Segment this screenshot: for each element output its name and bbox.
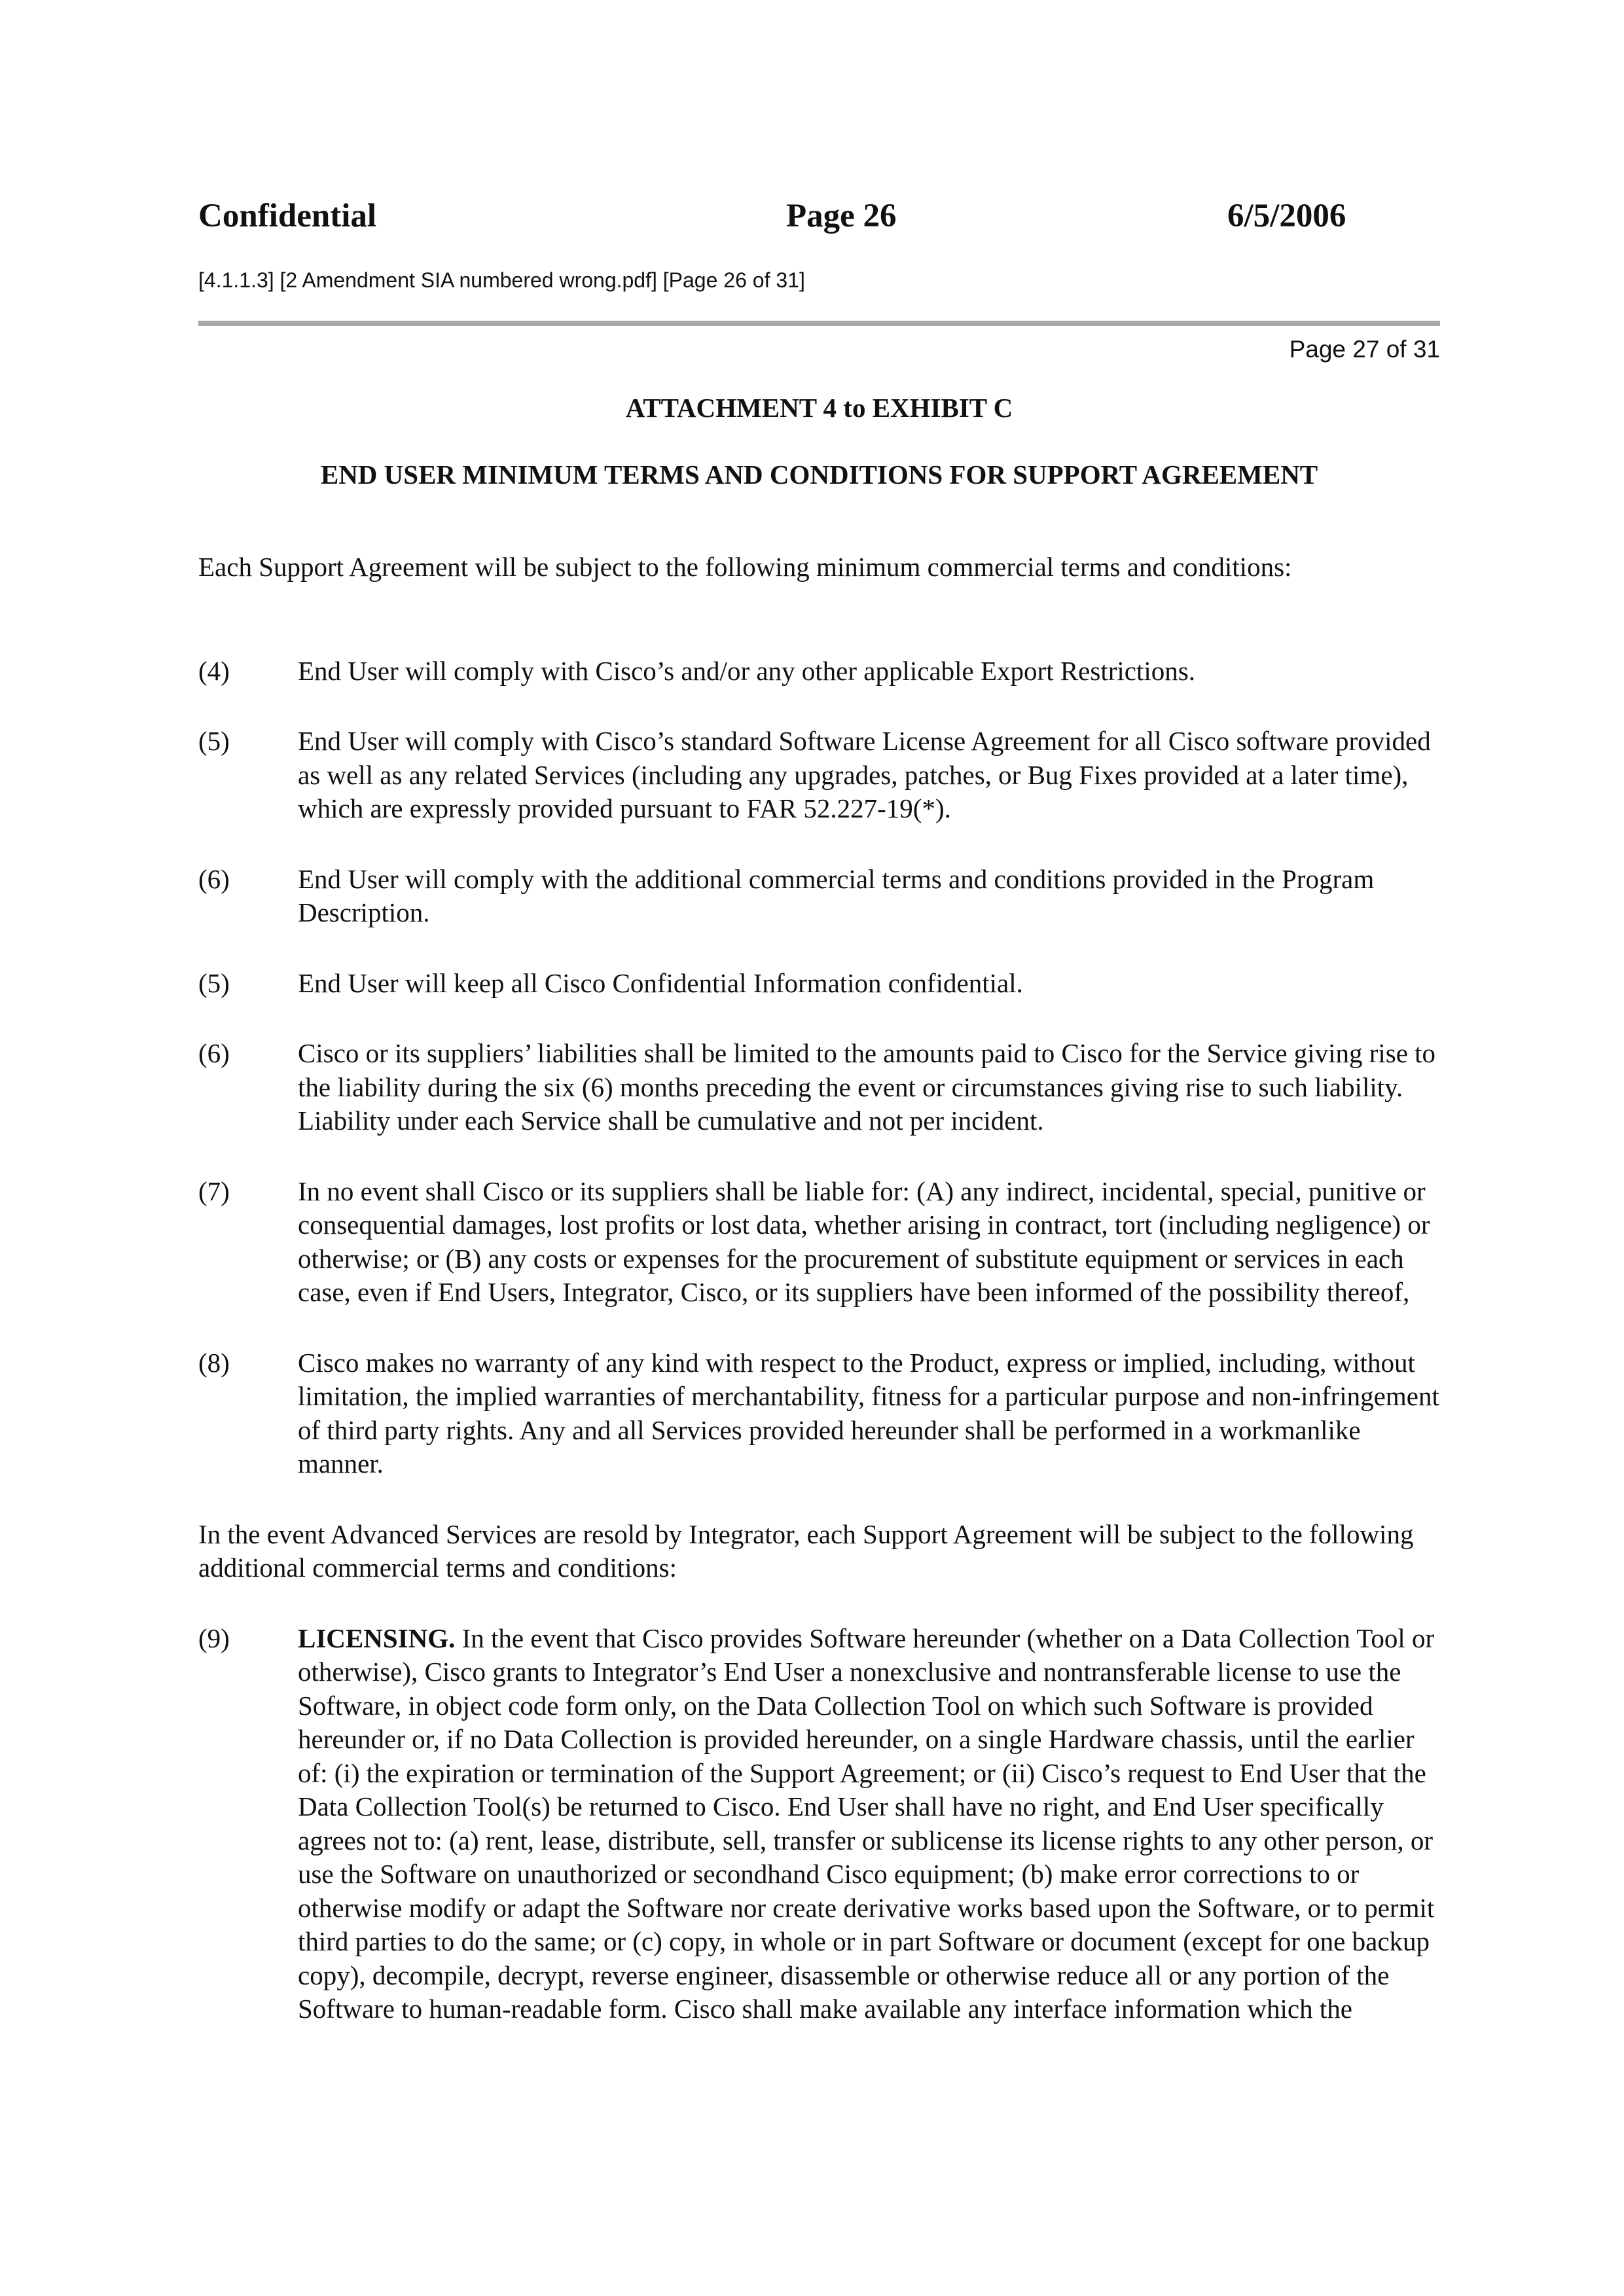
intro-paragraph: Each Support Agreement will be subject to the following minimum commercial terms and conditions: — [198, 552, 1292, 582]
list-item-number: (9) — [198, 1623, 230, 1653]
list-item-text: End User will keep all Cisco Confidential Information confidential. — [298, 967, 1023, 998]
list-item-number: (7) — [198, 1175, 230, 1206]
list-item-number: (5) — [198, 726, 230, 756]
header-date: 6/5/2006 — [1227, 198, 1346, 234]
list-item — [198, 725, 1440, 826]
list-item-number: (6) — [198, 1038, 230, 1068]
list-item-text: Cisco or its suppliers’ liabilities shall be limited to the amounts paid to Cisco for the Service giving rise to the liability during the six (6) months preceding the event or circumstances giving rise to such liability. Liability under each Service shall be cumulative and not per incident. — [298, 1038, 1436, 1136]
header-page-label: Page 26 — [786, 198, 897, 234]
list-item — [198, 1346, 1440, 1481]
list-item — [198, 655, 1440, 689]
section-title: END USER MINIMUM TERMS AND CONDITIONS FOR SUPPORT AGREEMENT — [320, 459, 1318, 490]
file-reference: [4.1.1.3] [2 Amendment SIA numbered wrong.pdf] [Page 26 of 31] — [198, 268, 805, 292]
header-confidential: Confidential — [198, 198, 377, 234]
list-item-text: Cisco makes no warranty of any kind with respect to the Product, express or implied, including, without limitation, the implied warranties of merchantability, fitness for a particular purpose and non-infringement of third party rights. Any and all Services provided hereunder shall be performed in a workmanlike manner. — [298, 1347, 1439, 1479]
list-item-text: End User will comply with Cisco’s standard Software License Agreement for all Cisco software provided as well as any related Services (including any upgrades, patches, or Bug Fixes provided at a later time), which are expressly provided pursuant to FAR 52.227-19(*). — [298, 726, 1431, 823]
list-item-number: (4) — [198, 655, 230, 686]
list-item — [198, 967, 1440, 1001]
licensing-text — [298, 1622, 1440, 2026]
header-divider — [198, 321, 1440, 326]
list-item-number: (8) — [198, 1347, 230, 1378]
list-item-text: End User will comply with Cisco’s and/or any other applicable Export Restrictions. — [298, 655, 1195, 686]
document-body — [198, 550, 1440, 2063]
page-number: Page 27 of 31 — [1289, 336, 1440, 363]
list-item-number: (6) — [198, 863, 230, 894]
list-item-number: (5) — [198, 967, 230, 998]
list-item — [198, 863, 1440, 930]
list-item — [198, 1037, 1440, 1138]
licensing-body: In the event that Cisco provides Software hereunder (whether on a Data Collection Tool or otherwise), Cisco grants to Integrator’s End User a nonexclusive and nontransferable license to use the Software, in object code form only, on the Data Collection Tool on which such Software is provided hereunder or, if no Data Collection is provided hereunder, on a single Hardware chassis, until the earlier of: (i) the expiration or termination of the Support Agreement; or (ii) Cisco’s request to End User that the Data Collection Tool(s) be returned to Cisco. End User shall have no right, and End User specifically agrees not to: (a) rent, lease, distribute, sell, transfer or sublicense its license rights to any other person, or use the Software on unauthorized or secondhand Cisco equipment; (b) make error corrections to or otherwise modify or adapt the Software nor create derivative works based upon the Software, or to permit third parties to do the same; or (c) copy, in whole or in part Software or document (except for one backup copy), decompile, decrypt, reverse engineer, disassemble or otherwise reduce all or any portion of the Software to human-readable form. Cisco shall make available any interface information which the — [298, 1623, 1435, 2024]
list-item-text: End User will comply with the additional commercial terms and conditions provided in the Program Description. — [298, 863, 1375, 927]
list-item-text: In no event shall Cisco or its suppliers shall be liable for: (A) any indirect, incidental, special, punitive or consequential damages, lost profits or lost data, whether arising in contract, tort (including negligence) or otherwise; or (B) any costs or expenses for the procurement of substitute equipment or services in each case, even if End Users, Integrator, Cisco, or its suppliers have been informed of the possibility thereof, — [298, 1175, 1430, 1307]
licensing-heading: LICENSING. — [298, 1623, 456, 1653]
advanced-services-paragraph: In the event Advanced Services are resold by Integrator, each Support Agreement will be subject to the following additional commercial terms and conditions: — [198, 1518, 1414, 1583]
attachment-title: ATTACHMENT 4 to EXHIBIT C — [625, 393, 1013, 423]
list-item — [198, 1175, 1440, 1310]
licensing-item — [198, 1622, 1440, 2026]
